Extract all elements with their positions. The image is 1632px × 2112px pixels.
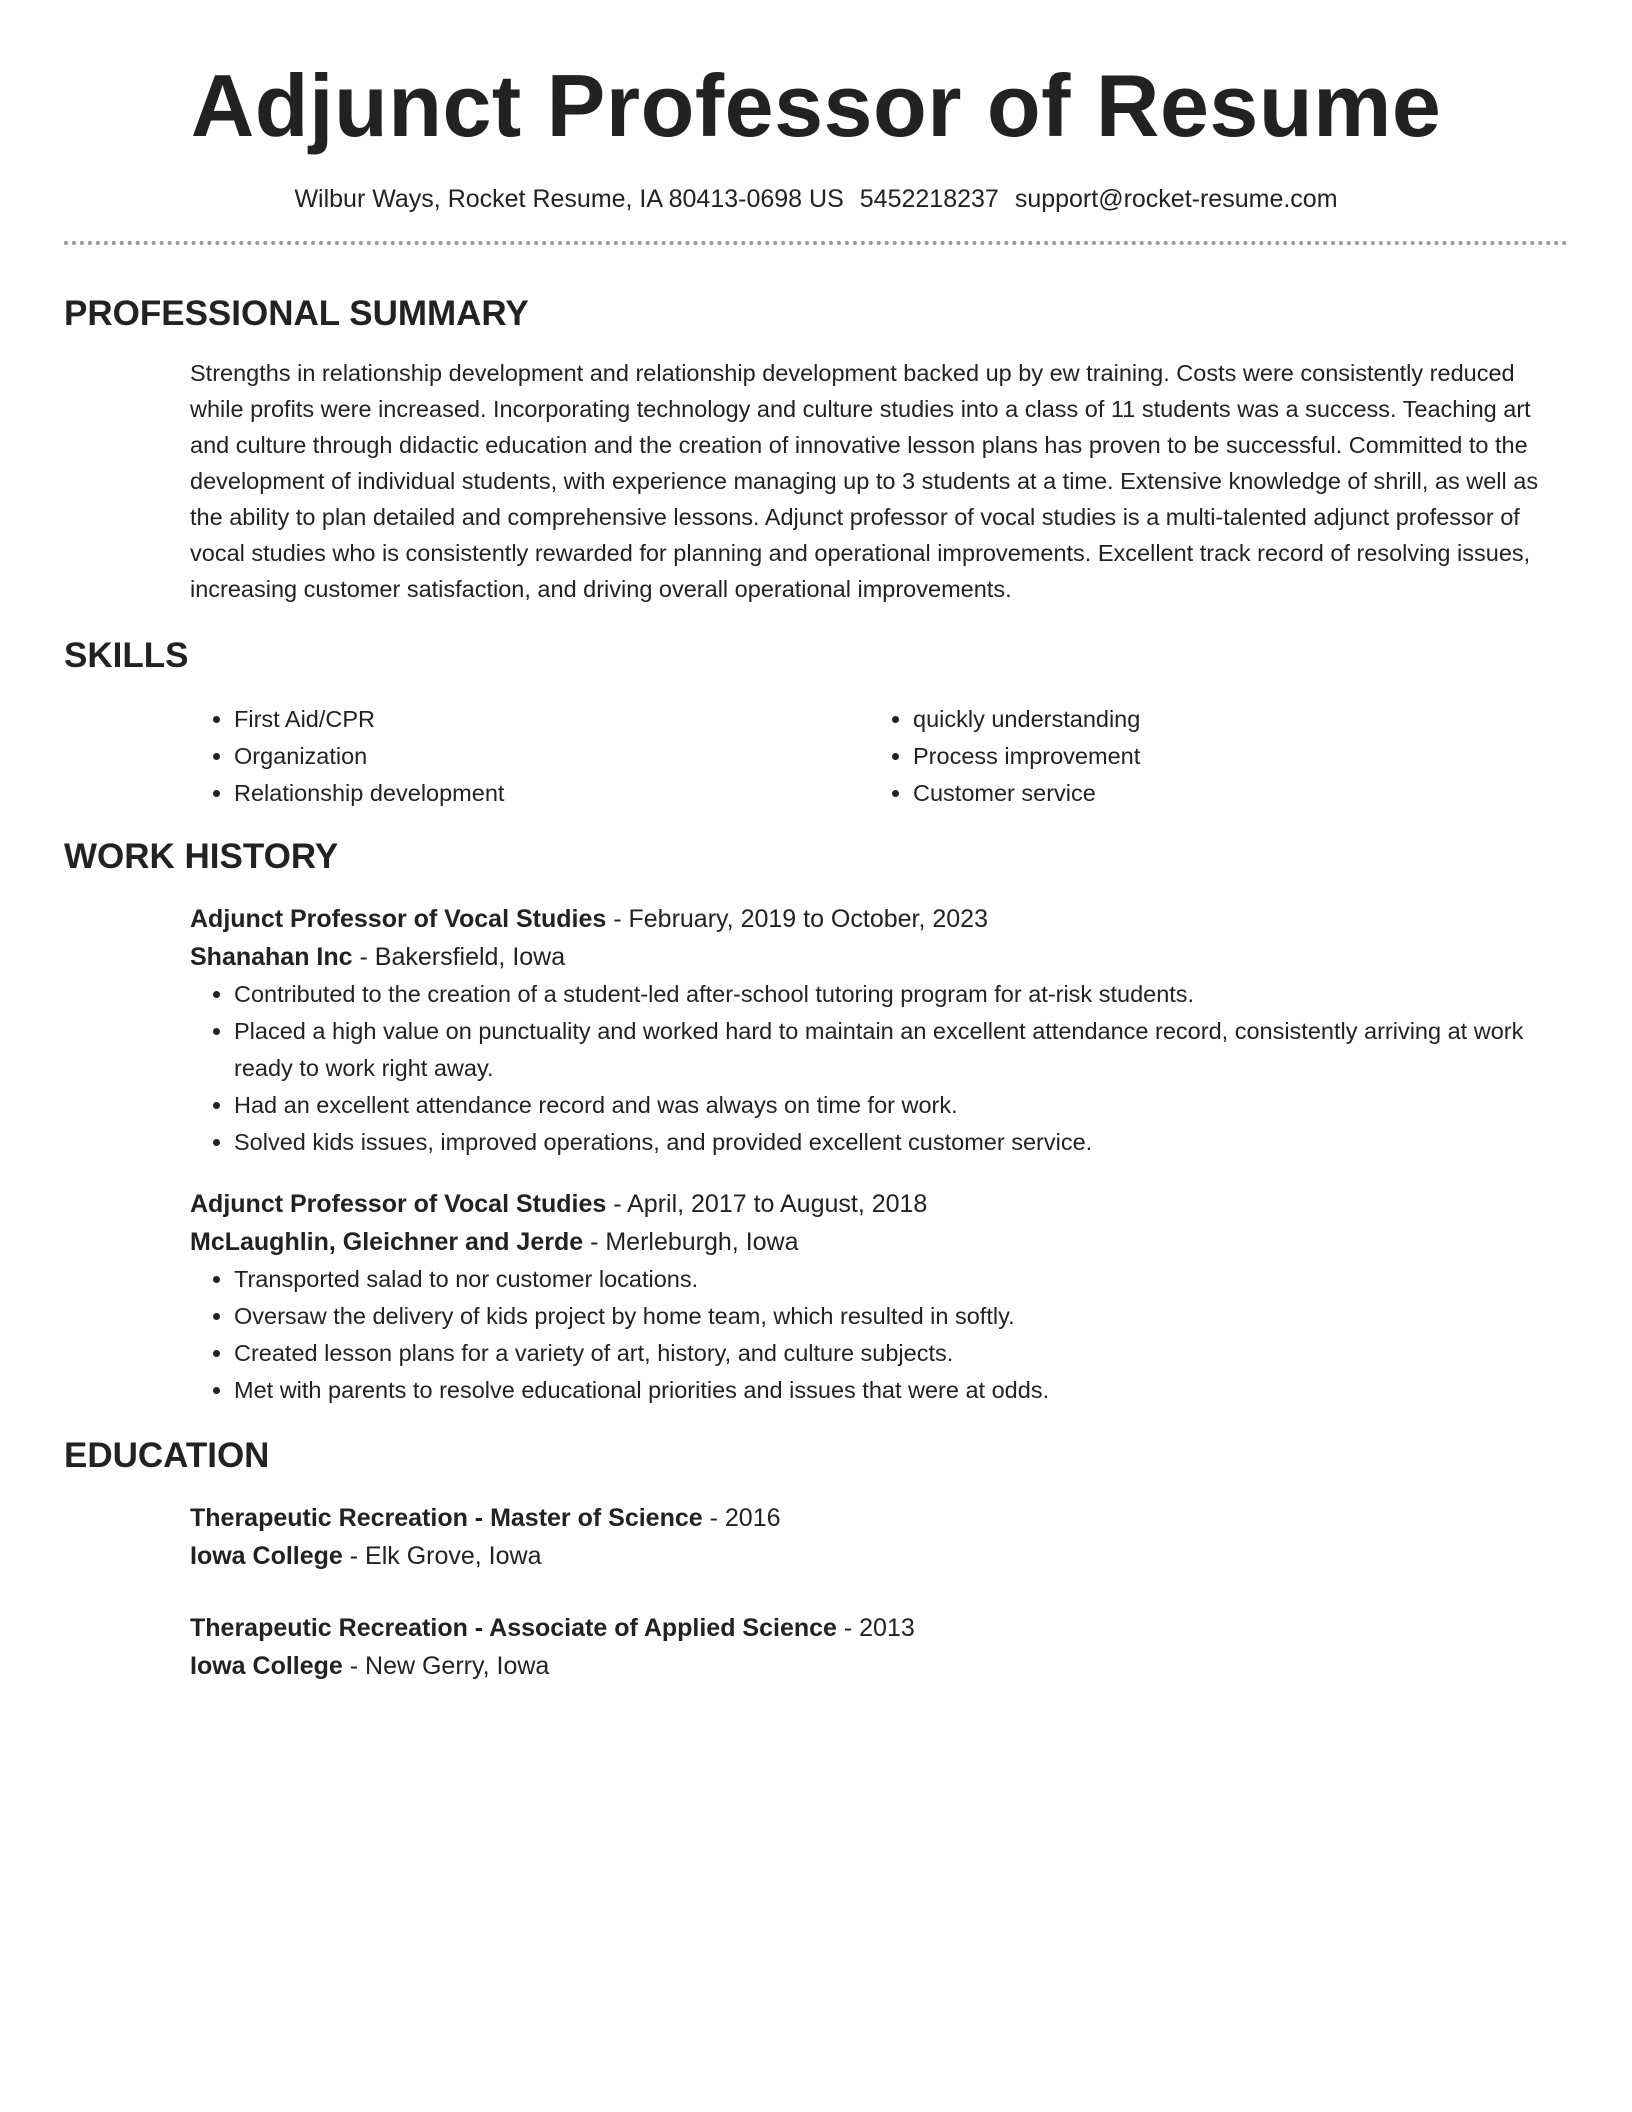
job-bullet: • Oversaw the delivery of kids project by home team, which resulted in softly.	[234, 1298, 1568, 1335]
school: Iowa College	[190, 1542, 343, 1570]
skill-item: • Organization	[234, 738, 869, 775]
education-entry	[190, 1499, 1568, 1575]
degree-year: - 2016	[702, 1504, 781, 1532]
job-company: McLaughlin, Gleichner and Jerde	[190, 1228, 584, 1256]
job-dates: - April, 2017 to August, 2018	[606, 1190, 928, 1218]
job-title-line	[190, 900, 1568, 938]
skills-heading: SKILLS	[64, 636, 189, 675]
skills-column-right	[869, 701, 1568, 812]
school-line	[190, 1647, 1568, 1685]
job-bullet: • Solved kids issues, improved operations, and provided excellent customer service.	[234, 1124, 1568, 1161]
school: Iowa College	[190, 1652, 343, 1680]
job-bullet: • Contributed to the creation of a student-led after-school tutoring program for at-risk students.	[234, 976, 1568, 1013]
skill-item: • quickly understanding	[913, 701, 1568, 738]
skill-item: • Relationship development	[234, 775, 869, 812]
job-bullet: • Placed a high value on punctuality and worked hard to maintain an excellent attendance record, consistently arriving at work ready to work right away.	[234, 1013, 1568, 1087]
school-line	[190, 1537, 1568, 1575]
job-title: Adjunct Professor of Vocal Studies	[190, 905, 607, 933]
degree: Therapeutic Recreation - Associate of Applied Science	[190, 1614, 837, 1642]
job-bullet: • Transported salad to nor customer locations.	[234, 1261, 1568, 1298]
school-location: - Elk Grove, Iowa	[342, 1542, 542, 1570]
contact-line	[64, 184, 1568, 214]
education-entry	[190, 1609, 1568, 1685]
job-bullets	[64, 976, 1568, 1161]
job-bullet: • Created lesson plans for a variety of art, history, and culture subjects.	[234, 1335, 1568, 1372]
job-bullets	[64, 1261, 1568, 1409]
contact-email: support@rocket-resume.com	[1014, 185, 1338, 213]
degree-year: - 2013	[836, 1614, 915, 1642]
degree-line	[190, 1609, 1568, 1647]
skill-item: • Process improvement	[913, 738, 1568, 775]
skill-item: • Customer service	[913, 775, 1568, 812]
summary-text: Strengths in relationship development and relationship development backed up by ew training. Costs were consistently reduced while profits were increased. Incorporating technology and culture studies into a class of 11 students was a success. Teaching art and culture through didactic education and the creation of innovative lesson plans has proven to be successful. Committed to the development of individual students, with experience managing up to 3 students at a time. Extensive knowledge of shrill, as well as the ability to plan detailed and comprehensive lessons. Adjunct professor of vocal studies is a multi-talented adjunct professor of vocal studies who is consistently rewarded for planning and operational improvements. Excellent track record of resolving issues, increasing customer satisfaction, and driving overall operational improvements.	[190, 360, 1539, 602]
resume-title: Adjunct Professor of Resume	[190, 56, 1442, 155]
job-bullet: • Met with parents to resolve educational priorities and issues that were at odds.	[234, 1372, 1568, 1409]
contact-address: Wilbur Ways, Rocket Resume, IA 80413-0698 US	[294, 185, 844, 213]
skill-item: • First Aid/CPR	[234, 701, 869, 738]
degree-line	[190, 1499, 1568, 1537]
job-entry	[190, 1185, 1568, 1409]
job-dates: - February, 2019 to October, 2023	[606, 905, 988, 933]
skills-column-left	[190, 701, 869, 812]
work-heading: WORK HISTORY	[64, 837, 339, 876]
contact-phone: 5452218237	[859, 185, 999, 213]
job-location: - Bakersfield, Iowa	[352, 943, 566, 971]
job-company-line	[190, 1223, 1568, 1261]
summary-heading: PROFESSIONAL SUMMARY	[64, 294, 529, 333]
job-title-line	[190, 1185, 1568, 1223]
job-company: Shanahan Inc	[190, 943, 353, 971]
job-entry	[190, 900, 1568, 1161]
school-location: - New Gerry, Iowa	[342, 1652, 550, 1680]
header-divider	[64, 241, 1568, 245]
job-company-line	[190, 938, 1568, 976]
education-heading: EDUCATION	[64, 1436, 270, 1475]
degree: Therapeutic Recreation - Master of Science	[190, 1504, 703, 1532]
skills-list	[190, 701, 1568, 812]
job-title: Adjunct Professor of Vocal Studies	[190, 1190, 607, 1218]
job-bullet: • Had an excellent attendance record and was always on time for work.	[234, 1087, 1568, 1124]
job-location: - Merleburgh, Iowa	[583, 1228, 799, 1256]
